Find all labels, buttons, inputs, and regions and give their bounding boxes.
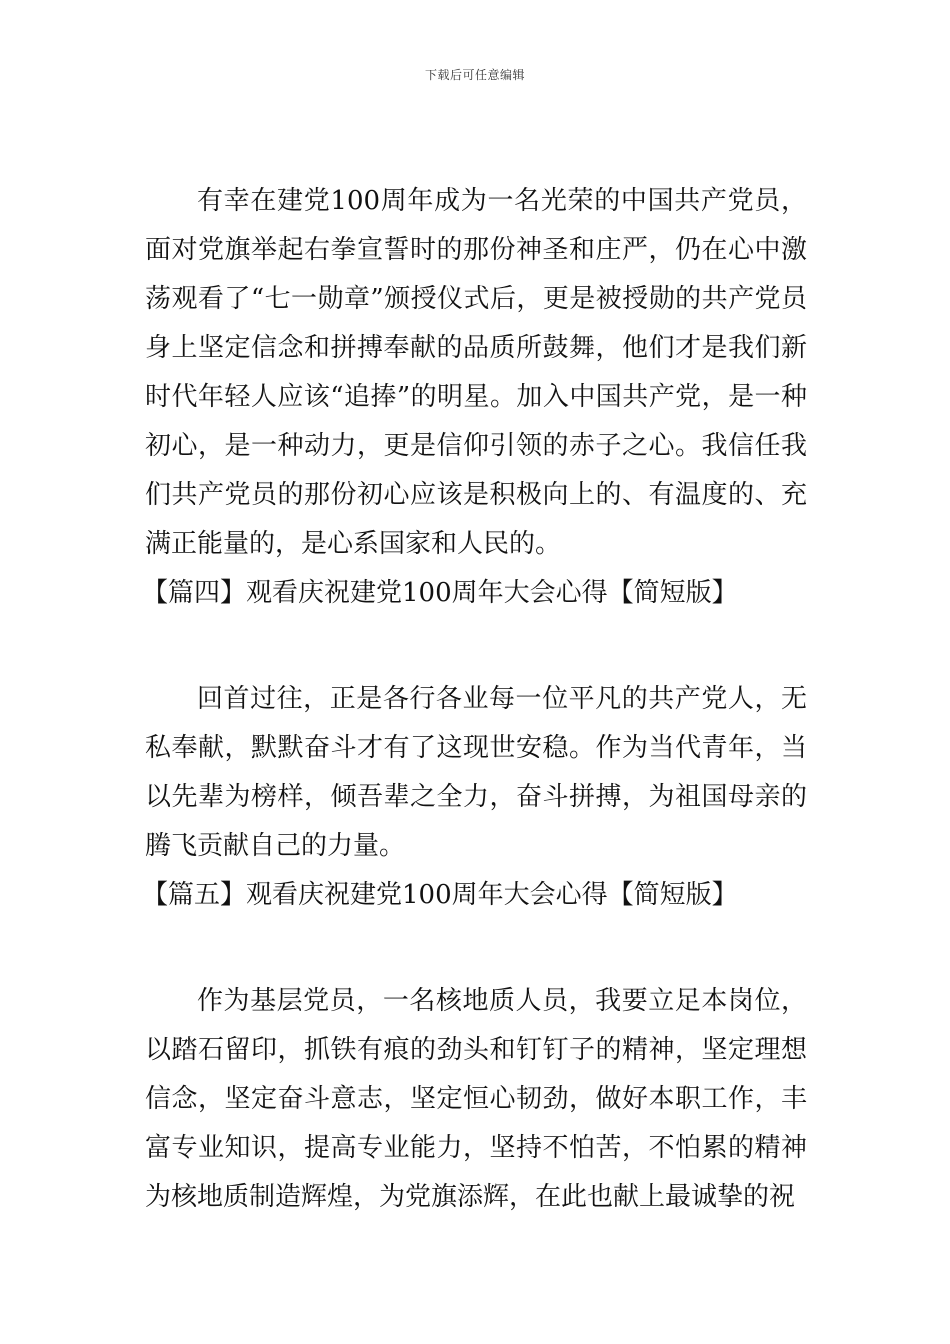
spacer bbox=[145, 920, 807, 977]
paragraph-grassroots-member: 作为基层党员，一名核地质人员，我要立足本岗位，以踏石留印，抓铁有痕的劲头和钉钉子的精神，坚定理想信念，坚定奋斗意志，坚定恒心韧劲，做好本职工作，丰富专业知识，提高专业能力，坚持不怕苦，不怕累的精神为核地质制造辉煌，为党旗添辉，在此也献上最诚挚的祝 bbox=[145, 986, 807, 1212]
section-heading-part-five: 【篇五】观看庆祝建党100周年大会心得【简短版】 bbox=[142, 880, 738, 910]
paragraph-look-back: 回首过往，正是各行各业每一位平凡的共产党人，无私奉献，默默奋斗才有了这现世安稳。作为当代青年，当以先辈为榜样，倾吾辈之全力，奋斗拼搏，为祖国母亲的腾飞贡献自己的力量。 bbox=[145, 684, 807, 861]
document-body bbox=[142, 177, 807, 1222]
section-heading-part-four: 【篇四】观看庆祝建党100周年大会心得【简短版】 bbox=[142, 578, 738, 608]
spacer bbox=[145, 618, 807, 675]
paragraph-party-member-reflection: 有幸在建党100周年成为一名光荣的中国共产党员，面对党旗举起右拳宣誓时的那份神圣和庄严，仍在心中激荡观看了“七一勋章”颁授仪式后，更是被授勋的共产党员身上坚定信念和拼搏奉献的品质所鼓舞，他们才是我们新时代年轻人应该“追捧”的明星。加入中国共产党，是一种初心，是一种动力，更是信仰引领的赤子之心。我信任我们共产党员的那份初心应该是积极向上的、有温度的、充满正能量的，是心系国家和人民的。 bbox=[145, 186, 807, 559]
page-header: 下载后可任意编辑 bbox=[424, 68, 525, 82]
